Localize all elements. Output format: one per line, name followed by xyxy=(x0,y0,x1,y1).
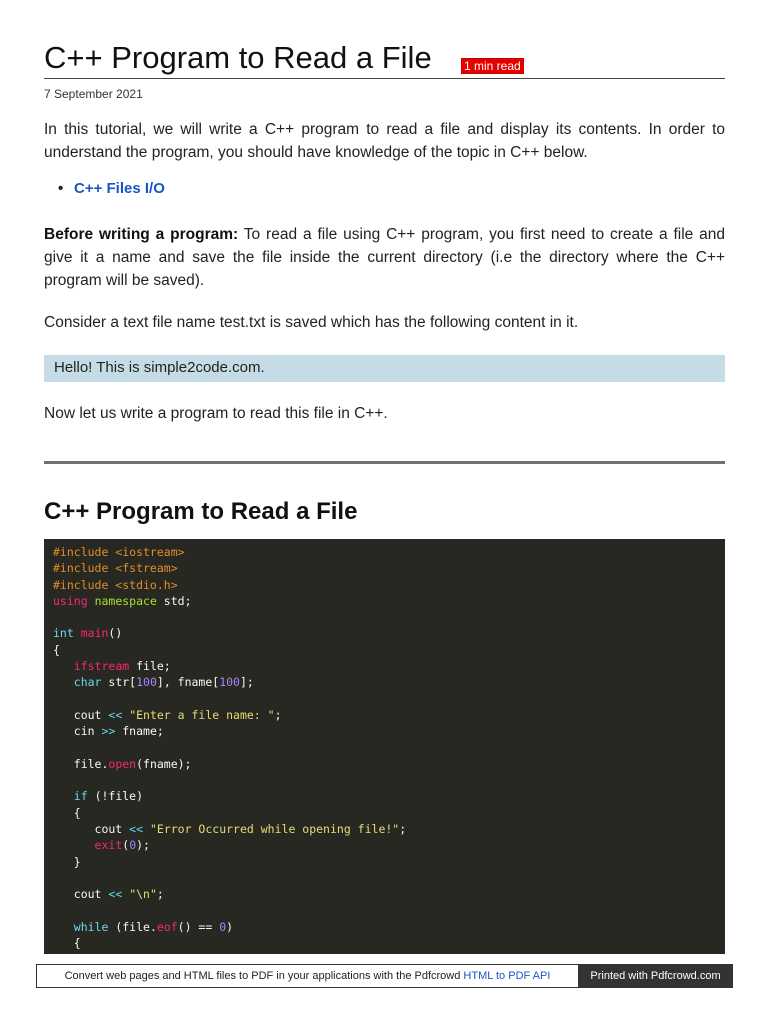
code-include-iostream: #include <iostream> xyxy=(53,545,185,559)
code-include-fstream: #include <fstream> xyxy=(53,561,178,576)
code-string-prompt: "Enter a file name: " xyxy=(129,707,275,722)
printed-with-badge[interactable]: Printed with Pdfcrowd.com xyxy=(578,964,733,988)
before-text: To read a file using C++ program, you first need to create a file and give it a name and save the file inside the current directory (i.e the directory where the C++ program will be saved). xyxy=(44,226,726,289)
consider-paragraph: Consider a text file name test.txt is saved which has the following content in it. xyxy=(44,314,579,331)
code-block[interactable] xyxy=(44,539,725,954)
now-paragraph: Now let us write a program to read this file in C++. xyxy=(44,405,388,422)
intro-paragraph: In this tutorial, we will write a C++ program to read a file and display its contents. In order to understand the program, you should have knowledge of the topic in C++ below. xyxy=(44,121,725,161)
title-row xyxy=(44,38,725,79)
convert-text: Convert web pages and HTML files to PDF in your applications with the Pdfcrowd xyxy=(64,970,461,982)
code-string-newline: "\n" xyxy=(129,887,157,902)
code-text: #include <iostream> #include <fstream> #include <stdio.h> using namespace std; int main() { ifstream file; char str[100], fname[100]; cout << "Enter a file name: "; cin >> fname; file.open(fname); if (!file) { cout << "Error Occurred while opening file!"; exit(0); } cout << "\n"; while (file.eof() == 0) { xyxy=(53,545,407,951)
publish-date: 7 September 2021 xyxy=(44,87,143,101)
pdfcrowd-banner xyxy=(36,964,579,988)
code-string-error: "Error Occurred while opening file!" xyxy=(149,822,400,837)
file-content-text: Hello! This is simple2code.com. xyxy=(54,359,265,376)
html-to-pdf-link[interactable]: HTML to PDF API xyxy=(463,970,551,982)
read-time-badge: 1 min read xyxy=(461,58,524,74)
page-title: C++ Program to Read a File xyxy=(44,40,432,75)
link-cpp-files-io[interactable]: • C++ Files I/O xyxy=(74,180,165,197)
code-include-stdio: #include <stdio.h> xyxy=(53,577,178,592)
before-label: Before writing a program: xyxy=(44,226,239,243)
section-divider xyxy=(44,461,725,464)
before-paragraph xyxy=(44,223,725,292)
section-heading: C++ Program to Read a File xyxy=(44,498,358,525)
file-content-box xyxy=(44,355,725,382)
